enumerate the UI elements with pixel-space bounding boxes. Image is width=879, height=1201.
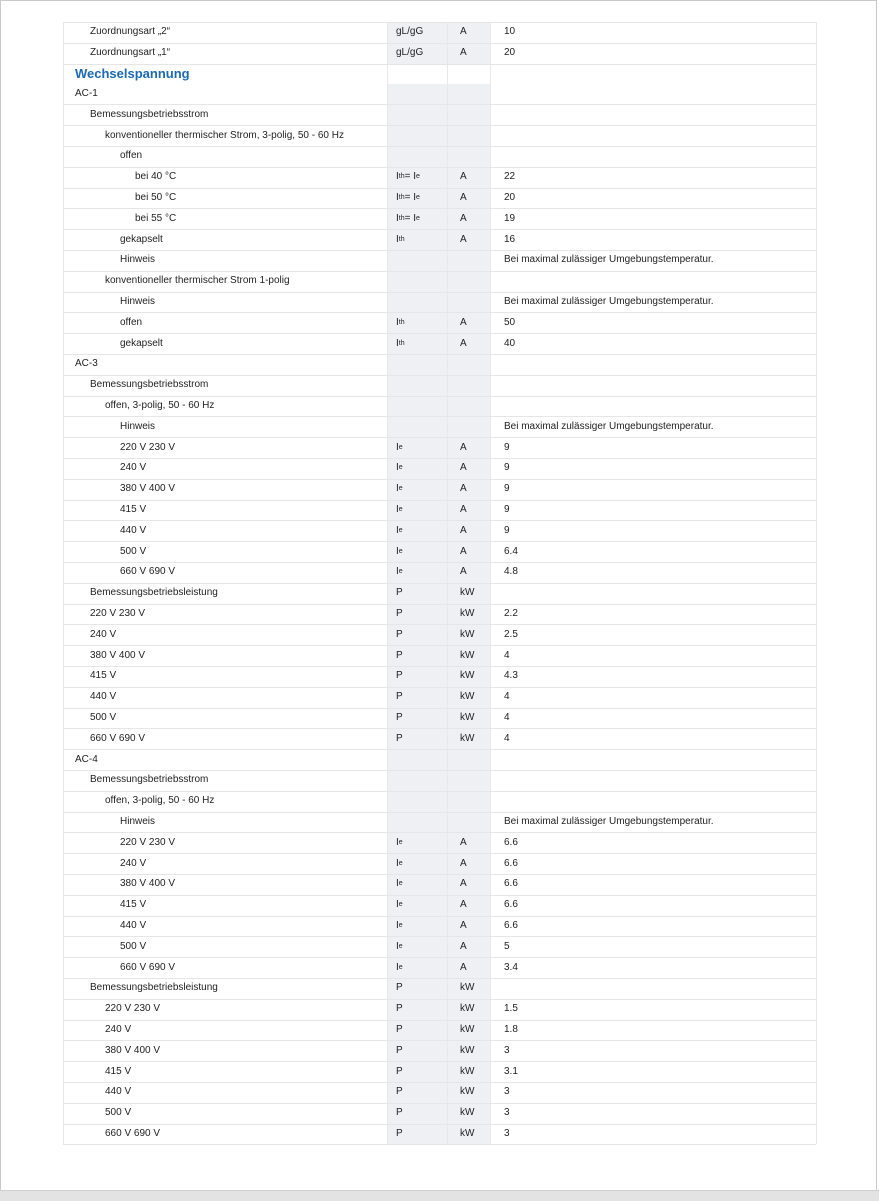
row-label: offen xyxy=(120,316,143,328)
row-label: 660 V 690 V xyxy=(120,961,176,973)
row-unit: A xyxy=(460,233,467,245)
row-separator xyxy=(63,1144,816,1145)
row-value: 1.8 xyxy=(504,1023,518,1035)
table-row xyxy=(0,770,879,791)
row-value: 9 xyxy=(504,441,510,453)
table-row xyxy=(0,978,879,999)
row-symbol: P xyxy=(396,691,403,703)
table-row xyxy=(0,1020,879,1041)
row-unit: kW xyxy=(460,982,475,994)
row-unit: kW xyxy=(460,691,475,703)
row-symbol xyxy=(387,104,447,125)
row-symbol xyxy=(387,84,447,105)
row-label: gekapselt xyxy=(120,337,163,349)
table-row xyxy=(0,437,879,458)
row-symbol: P xyxy=(396,670,403,682)
row-symbol: P xyxy=(396,607,403,619)
row-label: 440 V xyxy=(120,524,147,536)
row-symbol: P xyxy=(396,1003,403,1015)
row-symbol: P xyxy=(396,982,403,994)
row-symbol: I th = I e xyxy=(396,191,420,203)
row-label: 240 V xyxy=(105,1023,132,1035)
row-value xyxy=(490,770,816,791)
table-row xyxy=(0,416,879,437)
row-symbol xyxy=(387,271,447,292)
row-label: 240 V xyxy=(90,628,117,640)
row-label: Hinweis xyxy=(120,254,156,266)
row-symbol: I e xyxy=(396,545,403,557)
row-unit: kW xyxy=(460,1086,475,1098)
row-label: 380 V 400 V xyxy=(120,878,176,890)
row-label: 380 V 400 V xyxy=(90,649,146,661)
row-label: 415 V xyxy=(120,503,147,515)
table-row xyxy=(0,22,879,43)
row-value: 4 xyxy=(504,711,510,723)
table-row xyxy=(0,1103,879,1124)
row-value: 3.1 xyxy=(504,1065,518,1077)
row-value: 16 xyxy=(504,233,516,245)
row-unit: A xyxy=(460,47,467,59)
row-unit: kW xyxy=(460,587,475,599)
row-symbol: I e xyxy=(396,878,403,890)
row-symbol xyxy=(387,250,447,271)
row-label: 220 V 230 V xyxy=(90,607,146,619)
table-row xyxy=(0,645,879,666)
row-unit: A xyxy=(460,836,467,848)
row-value xyxy=(490,104,816,125)
table-row xyxy=(0,791,879,812)
row-label: offen xyxy=(120,150,143,162)
row-unit: kW xyxy=(460,1127,475,1139)
table-row xyxy=(0,271,879,292)
row-unit xyxy=(447,354,490,375)
row-symbol: I e xyxy=(396,441,403,453)
row-symbol: I e xyxy=(396,919,403,931)
row-symbol: gL/gG xyxy=(396,47,424,59)
row-unit xyxy=(447,146,490,167)
row-unit: A xyxy=(460,191,467,203)
row-value: 9 xyxy=(504,462,510,474)
row-value: 4 xyxy=(504,691,510,703)
row-value xyxy=(490,791,816,812)
row-symbol xyxy=(387,146,447,167)
table-row xyxy=(0,936,879,957)
row-unit: A xyxy=(460,545,467,557)
row-unit: kW xyxy=(460,670,475,682)
row-label: konventioneller thermischer Strom 1-polig xyxy=(105,275,290,287)
row-label: Bemessungsbetriebsstrom xyxy=(90,108,209,120)
row-value: 9 xyxy=(504,503,510,515)
row-symbol: I e xyxy=(396,566,403,578)
row-label: 415 V xyxy=(120,899,147,911)
row-unit: A xyxy=(460,462,467,474)
table-row xyxy=(0,895,879,916)
row-value: 6.6 xyxy=(504,857,518,869)
row-unit: A xyxy=(460,919,467,931)
table-row xyxy=(0,541,879,562)
row-unit: A xyxy=(460,961,467,973)
row-symbol: I e xyxy=(396,836,403,848)
row-symbol xyxy=(387,416,447,437)
row-value: Bei maximal zulässiger Umgebungstemperatur. xyxy=(504,295,714,307)
row-label: 500 V xyxy=(105,1107,132,1119)
row-label: 380 V 400 V xyxy=(120,483,176,495)
table-row xyxy=(0,916,879,937)
row-label: 500 V xyxy=(120,545,147,557)
row-label: 415 V xyxy=(105,1065,132,1077)
row-symbol: I e xyxy=(396,899,403,911)
table-row xyxy=(0,125,879,146)
row-label: 220 V 230 V xyxy=(120,441,176,453)
table-row xyxy=(0,957,879,978)
row-value: 9 xyxy=(504,524,510,536)
row-symbol: P xyxy=(396,587,403,599)
row-label: Zuordnungsart „1“ xyxy=(90,47,171,59)
row-value xyxy=(490,84,816,105)
row-unit: kW xyxy=(460,1044,475,1056)
row-symbol: I th = I e xyxy=(396,212,420,224)
row-value: 40 xyxy=(504,337,516,349)
row-unit: A xyxy=(460,524,467,536)
row-symbol: gL/gG xyxy=(396,26,424,38)
row-symbol xyxy=(387,396,447,417)
row-unit: A xyxy=(460,337,467,349)
row-value xyxy=(490,146,816,167)
table-row xyxy=(0,229,879,250)
row-symbol: P xyxy=(396,1023,403,1035)
row-label: AC-4 xyxy=(75,753,98,765)
table-row xyxy=(0,84,879,105)
row-value: 6.6 xyxy=(504,899,518,911)
row-value: 3 xyxy=(504,1086,510,1098)
table-row xyxy=(0,479,879,500)
table-row xyxy=(0,500,879,521)
table-row xyxy=(0,666,879,687)
row-label: bei 50 °C xyxy=(135,191,177,203)
row-label: AC-3 xyxy=(75,358,98,370)
row-label: Zuordnungsart „2“ xyxy=(90,26,171,38)
table-row xyxy=(0,604,879,625)
row-unit xyxy=(447,84,490,105)
row-value: 4 xyxy=(504,732,510,744)
row-value: 6.6 xyxy=(504,836,518,848)
row-unit: A xyxy=(460,316,467,328)
row-symbol xyxy=(387,812,447,833)
row-value: Bei maximal zulässiger Umgebungstemperatur. xyxy=(504,420,714,432)
row-symbol: I e xyxy=(396,503,403,515)
row-label: Bemessungsbetriebsstrom xyxy=(90,379,209,391)
row-unit: A xyxy=(460,940,467,952)
row-value: 3 xyxy=(504,1107,510,1119)
row-symbol: P xyxy=(396,1107,403,1119)
row-unit xyxy=(447,292,490,313)
row-symbol: I e xyxy=(396,940,403,952)
row-symbol xyxy=(387,770,447,791)
row-unit: A xyxy=(460,212,467,224)
row-value: 10 xyxy=(504,26,516,38)
table-row xyxy=(0,292,879,313)
row-unit: kW xyxy=(460,1065,475,1077)
row-label: 500 V xyxy=(120,940,147,952)
row-value xyxy=(490,125,816,146)
row-value: 2.5 xyxy=(504,628,518,640)
table-row xyxy=(0,583,879,604)
row-value: 22 xyxy=(504,171,516,183)
row-label: bei 55 °C xyxy=(135,212,177,224)
row-label: Hinweis xyxy=(120,420,156,432)
row-label: bei 40 °C xyxy=(135,171,177,183)
row-symbol xyxy=(387,125,447,146)
row-unit: A xyxy=(460,566,467,578)
table-row xyxy=(0,520,879,541)
row-label: 220 V 230 V xyxy=(105,1003,161,1015)
row-unit: A xyxy=(460,441,467,453)
row-symbol: P xyxy=(396,711,403,723)
row-symbol: I th xyxy=(396,233,405,245)
row-symbol: P xyxy=(396,649,403,661)
row-value: 2.2 xyxy=(504,607,518,619)
table-row xyxy=(0,624,879,645)
table-row xyxy=(0,312,879,333)
row-symbol xyxy=(387,354,447,375)
table-row xyxy=(0,333,879,354)
row-value: 4 xyxy=(504,649,510,661)
table-row xyxy=(0,458,879,479)
row-unit: kW xyxy=(460,1107,475,1119)
row-value xyxy=(490,271,816,292)
table-row xyxy=(0,104,879,125)
row-label: AC-1 xyxy=(75,87,98,99)
table-row xyxy=(0,167,879,188)
row-label: 240 V xyxy=(120,462,147,474)
row-symbol: I e xyxy=(396,483,403,495)
row-value: 6.4 xyxy=(504,545,518,557)
row-label: 220 V 230 V xyxy=(120,836,176,848)
row-value: 20 xyxy=(504,47,516,59)
table-row xyxy=(0,250,879,271)
table-row xyxy=(0,812,879,833)
row-symbol: P xyxy=(396,732,403,744)
table-row xyxy=(0,375,879,396)
row-value: 6.6 xyxy=(504,919,518,931)
row-label: Bemessungsbetriebsleistung xyxy=(90,982,218,994)
row-unit: A xyxy=(460,26,467,38)
row-unit: A xyxy=(460,483,467,495)
row-label: 440 V xyxy=(90,691,117,703)
table-row xyxy=(0,853,879,874)
row-symbol: I e xyxy=(396,462,403,474)
row-symbol xyxy=(387,749,447,770)
row-unit: kW xyxy=(460,607,475,619)
row-symbol: P xyxy=(396,628,403,640)
table-row xyxy=(0,999,879,1020)
table-row xyxy=(0,1082,879,1103)
row-unit: kW xyxy=(460,649,475,661)
row-value: 3 xyxy=(504,1127,510,1139)
table-row xyxy=(0,832,879,853)
row-unit xyxy=(447,396,490,417)
row-unit: kW xyxy=(460,732,475,744)
row-label: 660 V 690 V xyxy=(90,732,146,744)
table-row xyxy=(0,208,879,229)
table-row xyxy=(0,396,879,417)
row-value: 9 xyxy=(504,483,510,495)
row-symbol: I th xyxy=(396,337,405,349)
row-unit: kW xyxy=(460,628,475,640)
row-unit: A xyxy=(460,503,467,515)
row-value: 19 xyxy=(504,212,516,224)
row-unit: A xyxy=(460,171,467,183)
row-unit: kW xyxy=(460,711,475,723)
row-value xyxy=(490,375,816,396)
row-value: 4.8 xyxy=(504,566,518,578)
table-row xyxy=(0,1040,879,1061)
row-value: 3.4 xyxy=(504,961,518,973)
row-symbol: P xyxy=(396,1086,403,1098)
row-value: 5 xyxy=(504,940,510,952)
row-label: 660 V 690 V xyxy=(120,566,176,578)
row-label: Hinweis xyxy=(120,295,156,307)
row-label: Bemessungsbetriebsstrom xyxy=(90,774,209,786)
row-label: konventioneller thermischer Strom, 3-polig, 50 - 60 Hz xyxy=(105,129,344,141)
row-unit xyxy=(447,271,490,292)
row-label: 660 V 690 V xyxy=(105,1127,161,1139)
row-symbol: P xyxy=(396,1044,403,1056)
row-value: Bei maximal zulässiger Umgebungstemperatur. xyxy=(504,815,714,827)
table-row xyxy=(0,728,879,749)
row-label: 440 V xyxy=(120,919,147,931)
table-row xyxy=(0,687,879,708)
row-unit xyxy=(447,125,490,146)
row-symbol: I e xyxy=(396,857,403,869)
table-row xyxy=(0,562,879,583)
row-value xyxy=(490,354,816,375)
row-symbol: P xyxy=(396,1065,403,1077)
row-symbol: I th = I e xyxy=(396,171,420,183)
row-value xyxy=(490,396,816,417)
row-unit xyxy=(447,416,490,437)
section-title: Wechselspannung xyxy=(75,66,190,82)
row-value: 1.5 xyxy=(504,1003,518,1015)
row-label: 240 V xyxy=(120,857,147,869)
row-unit xyxy=(447,104,490,125)
row-symbol: P xyxy=(396,1127,403,1139)
row-value: 20 xyxy=(504,191,516,203)
row-label: 440 V xyxy=(105,1086,132,1098)
table-row xyxy=(0,43,879,64)
table-row xyxy=(0,749,879,770)
row-unit: kW xyxy=(460,1003,475,1015)
row-symbol: I th xyxy=(396,316,405,328)
table-row xyxy=(0,874,879,895)
table-row xyxy=(0,146,879,167)
row-label: 500 V xyxy=(90,711,117,723)
row-unit: kW xyxy=(460,1023,475,1035)
row-unit xyxy=(447,812,490,833)
table-row xyxy=(0,1061,879,1082)
row-label: 415 V xyxy=(90,670,117,682)
row-unit xyxy=(447,375,490,396)
row-label: Bemessungsbetriebsleistung xyxy=(90,587,218,599)
row-label: gekapselt xyxy=(120,233,163,245)
row-value xyxy=(490,978,816,999)
row-label: offen, 3-polig, 50 - 60 Hz xyxy=(105,795,215,807)
row-symbol xyxy=(387,791,447,812)
row-label: offen, 3-polig, 50 - 60 Hz xyxy=(105,399,215,411)
row-symbol: I e xyxy=(396,961,403,973)
row-unit: A xyxy=(460,899,467,911)
row-unit xyxy=(447,770,490,791)
row-value: 3 xyxy=(504,1044,510,1056)
row-value xyxy=(490,583,816,604)
row-unit: A xyxy=(460,878,467,890)
section-header xyxy=(0,64,879,84)
row-unit xyxy=(447,749,490,770)
row-symbol xyxy=(387,292,447,313)
row-value: 4.3 xyxy=(504,670,518,682)
row-value xyxy=(490,749,816,770)
row-symbol: I e xyxy=(396,524,403,536)
row-unit xyxy=(447,250,490,271)
row-label: 380 V 400 V xyxy=(105,1044,161,1056)
row-label: Hinweis xyxy=(120,815,156,827)
row-value: 6.6 xyxy=(504,878,518,890)
row-unit: A xyxy=(460,857,467,869)
row-symbol xyxy=(387,375,447,396)
table-row xyxy=(0,354,879,375)
row-value: Bei maximal zulässiger Umgebungstemperatur. xyxy=(504,254,714,266)
bottom-scroll-band xyxy=(0,1190,879,1201)
table-row xyxy=(0,188,879,209)
row-separator xyxy=(63,22,816,23)
row-unit xyxy=(447,791,490,812)
table-row xyxy=(0,708,879,729)
row-value: 50 xyxy=(504,316,516,328)
table-row xyxy=(0,1124,879,1145)
